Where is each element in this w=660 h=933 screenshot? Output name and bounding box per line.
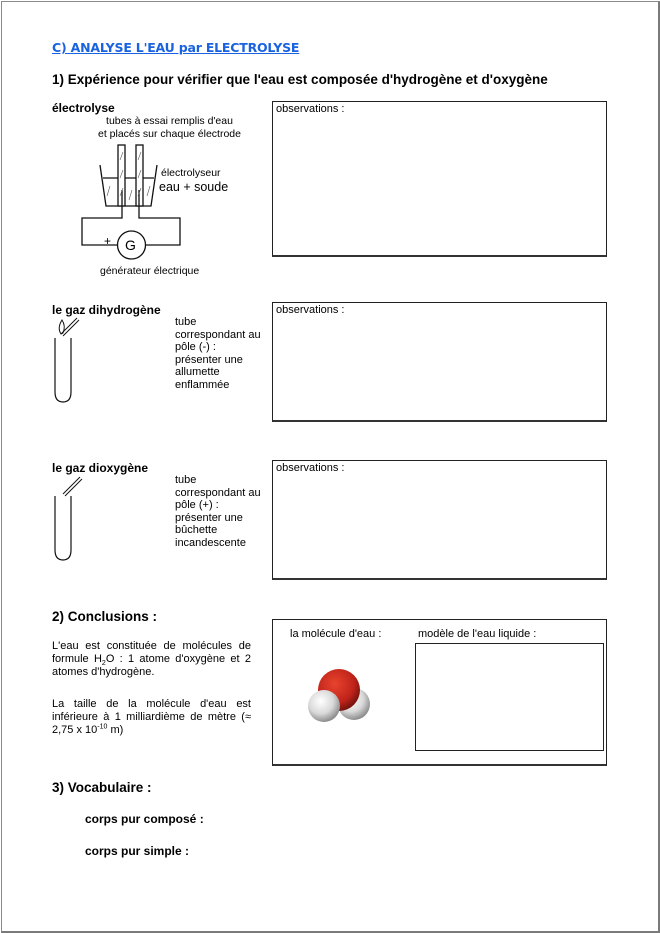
text: La taille de la molécule d'eau est inférieure à 1 milliardième de mètre (≈ 2,75 x 10: [52, 698, 251, 736]
tubes-caption-line2: et placés sur chaque électrode: [97, 127, 241, 140]
instruction-line: bûchette: [175, 524, 218, 537]
vocab-term-simple: corps pur simple :: [85, 844, 190, 858]
instruction-line: présenter une: [175, 511, 243, 524]
instruction-line: tube: [175, 474, 197, 486]
subscript: 2: [101, 660, 106, 668]
instruction-line: présenter une: [175, 353, 243, 366]
text: m): [107, 724, 124, 736]
instruction-line: pôle (-) :: [175, 341, 216, 354]
worksheet-title: C) ANALYSE L'EAU par ELECTROLYSE: [52, 40, 300, 55]
instruction-line: pôle (+) :: [175, 499, 219, 512]
hydrogen-label: le gaz dihydrogène: [52, 303, 161, 317]
electrolyser-label: électrolyseur: [161, 167, 221, 179]
section2-heading: 2) Conclusions :: [52, 609, 158, 624]
molecule-label: la molécule d'eau :: [290, 628, 382, 640]
oxygen-label: le gaz dioxygène: [52, 461, 149, 475]
generator-symbol: G: [125, 237, 136, 253]
tubes-caption-line1: tubes à essai remplis d'eau: [106, 115, 233, 127]
instruction-line: tube: [175, 316, 197, 328]
section1-heading: 1) Expérience pour vérifier que l'eau est composée d'hydrogène et d'oxygène: [52, 72, 548, 87]
superscript: -10: [97, 723, 108, 731]
instruction-line: correspondant au: [175, 486, 261, 499]
section3-heading: 3) Vocabulaire :: [52, 780, 152, 795]
electrolysis-label: électrolyse: [52, 101, 115, 115]
model-label: modèle de l'eau liquide :: [418, 628, 537, 640]
instruction-line: incandescente: [175, 536, 246, 549]
observations-label: observations :: [276, 462, 345, 474]
instruction-line: allumette: [175, 366, 220, 379]
instruction-line: enflammée: [175, 378, 230, 391]
observations-label: observations :: [276, 304, 345, 316]
instruction-line: correspondant au: [175, 328, 261, 341]
solution-label: eau + soude: [159, 180, 229, 194]
text: O : 1 atome d'oxygène et 2 atomes d'hydrogène.: [52, 653, 251, 678]
generator-label: générateur électrique: [100, 265, 200, 277]
vocab-term-compound: corps pur composé :: [85, 812, 204, 826]
plus-sign: +: [104, 234, 112, 248]
hydrogen-atom-front: [308, 690, 340, 722]
text: L'eau est constituée de molécules de formule H: [52, 640, 251, 665]
observations-label: observations :: [276, 103, 345, 115]
